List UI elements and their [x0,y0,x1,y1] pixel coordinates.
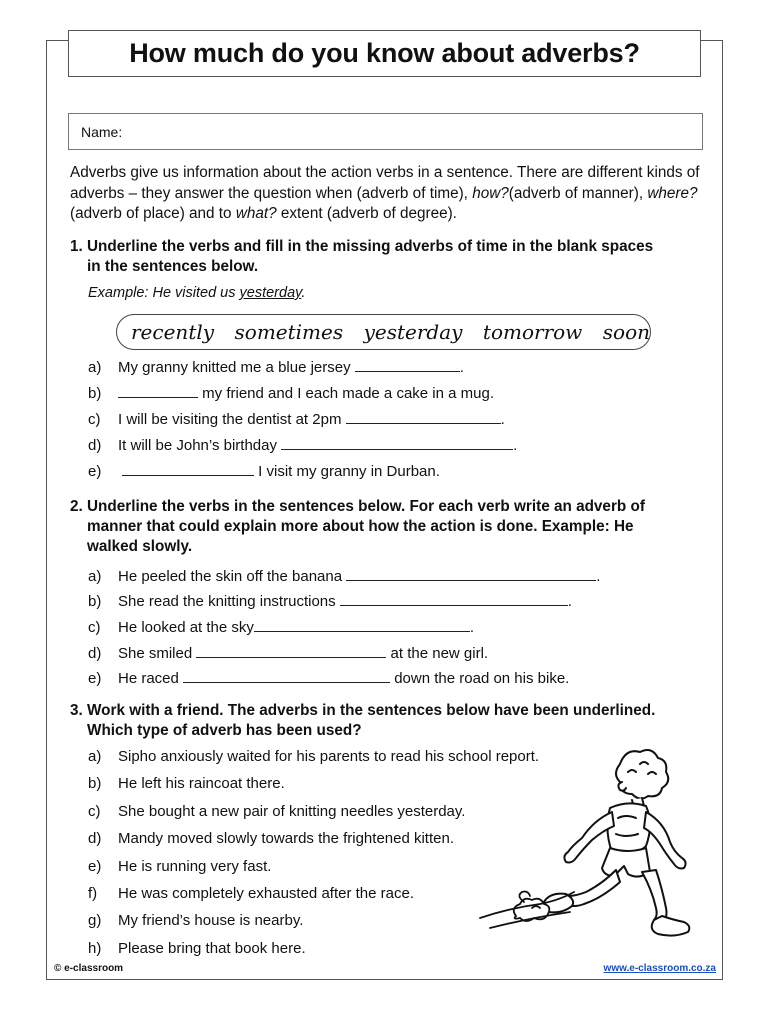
question-1-example: Example: He visited us yesterday. [88,285,306,301]
list-item: e) I visit my granny in Durban. [88,463,440,480]
list-item: d) Mandy moved slowly towards the frightened kitten. [88,830,454,847]
list-item: a) He peeled the skin off the banana . [88,568,601,585]
intro-paragraph: Adverbs give us information about the action verbs in a sentence. There are different kinds of adverbs – they answer the question when (adverb of time), how?(adverb of manner), where? (adverb of place) and to what? extent (adverb of degree). [70,164,700,222]
title-box [68,30,701,77]
answer-blank[interactable] [340,592,568,606]
word-bank-item: soon [602,320,650,344]
website-link[interactable]: www.e-classroom.co.za [603,963,716,974]
list-item: b) He left his raincoat there. [88,775,285,792]
running-boy-illustration [470,742,702,938]
name-label: Name: [81,123,123,140]
answer-blank[interactable] [281,436,513,450]
word-bank-item: sometimes [234,320,344,344]
list-item: c) She bought a new pair of knitting needles yesterday. [88,803,466,820]
question-1-heading: 1. Underline the verbs and fill in the missing adverbs of time in the blank spaces in the sentences below. [70,238,654,275]
question-2-heading: 2. Underline the verbs in the sentences below. For each verb write an adverb of manner that could explain more about how the action is done. Example: He walked slowly. [70,498,645,555]
answer-blank[interactable] [122,462,254,476]
list-item: b) She read the knitting instructions . [88,593,572,610]
list-item: f) He was completely exhausted after the race. [88,885,414,902]
list-item: d) She smiled at the new girl. [88,645,489,662]
word-bank-item: yesterday [363,320,463,344]
word-bank-item: tomorrow [482,320,583,344]
answer-blank[interactable] [355,358,460,372]
list-item: h) Please bring that book here. [88,940,306,957]
list-item: a) Sipho anxiously waited for his parents to read his school report. [88,748,540,765]
answer-blank[interactable] [346,567,596,581]
list-item: e) He is running very fast. [88,858,272,875]
copyright-text: © e-classroom [54,963,124,974]
list-item: c) He looked at the sky . [88,619,475,636]
answer-blank[interactable] [254,618,470,632]
page-title: How much do you know about adverbs? [129,38,640,68]
word-bank-item: recently [131,320,215,344]
answer-blank[interactable] [183,669,390,683]
list-item: a) My granny knitted me a blue jersey . [88,359,464,376]
answer-blank[interactable] [196,644,386,658]
answer-blank[interactable] [118,384,198,398]
answer-blank[interactable] [346,410,501,424]
list-item: g) My friend’s house is nearby. [88,912,304,929]
list-item: d) It will be John’s birthday . [88,437,518,454]
question-3-heading: 3. Work with a friend. The adverbs in the sentences below have been underlined. Which type of adverb has been used? [70,702,656,739]
list-item: c) I will be visiting the dentist at 2pm . [88,411,505,428]
name-field[interactable] [68,113,703,150]
word-bank [116,314,651,350]
list-item: b) my friend and I each made a cake in a mug. [88,385,494,402]
list-item: e) He raced down the road on his bike. [88,670,570,687]
